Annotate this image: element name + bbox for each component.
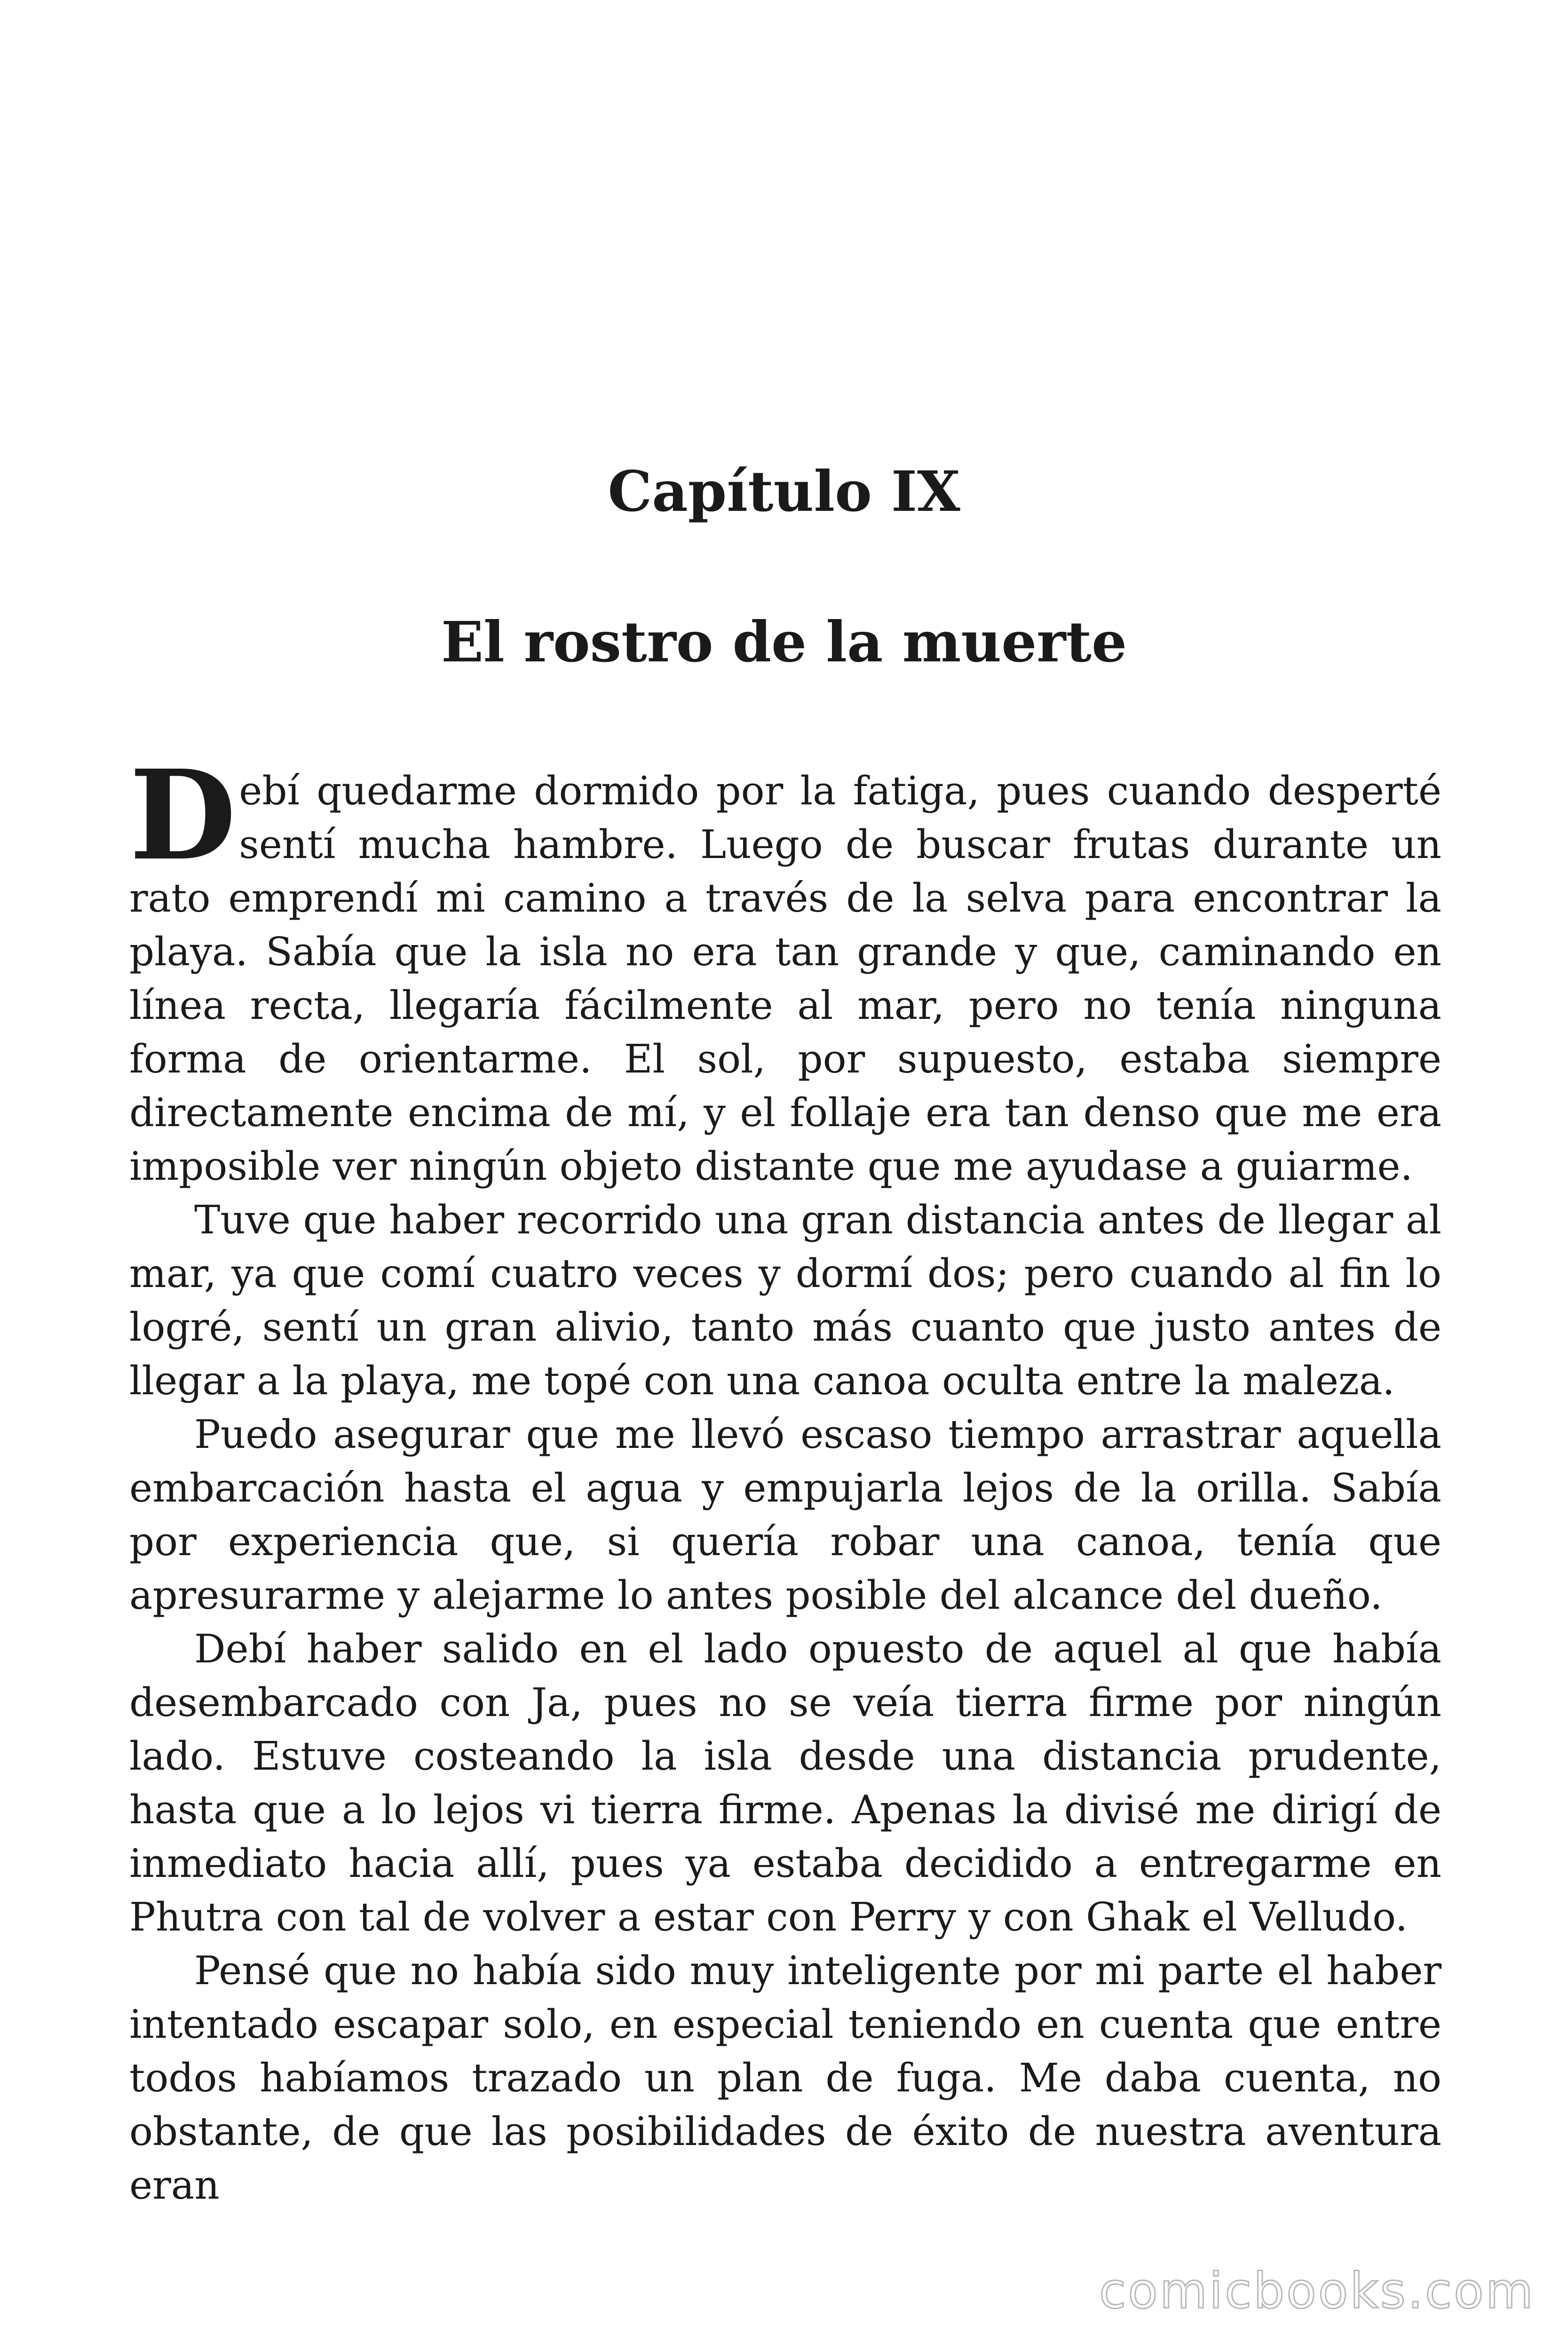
body-text <box>129 743 1441 2212</box>
paragraph-5: Pensé que no había sido muy inteligente por mi parte el haber intentado escapar solo, en especial teniendo en cuenta que entre todos habíamos trazado un plan de fuga. Me daba cuenta, no obstante, de que las posibilidades de éxito de nuestra aventura eran <box>129 1948 1441 2208</box>
chapter-title: El rostro de la muerte <box>441 609 1127 675</box>
paragraph-1-text: ebí quedarme dormido por la fatiga, pues cuando desperté sentí mucha hambre. Luego de buscar frutas durante un rato emprendí mi camino a través de la selva para encontrar la playa. Sabía que la isla no era tan grande y que, caminando en línea recta, llegaría fácilmente al mar, pero no tenía ninguna forma de orientarme. El sol, por supuesto, estaba siempre directamente encima de mí, y el follaje era tan denso que me era imposible ver ningún objeto distante que me ayudase a guiarme. <box>129 768 1441 1189</box>
paragraph-4: Debí haber salido en el lado opuesto de aquel al que había desembarcado con Ja, pues no se veía tierra firme por ningún lado. Estuve costeando la isla desde una distancia prudente, hasta que a lo lejos vi tierra firme. Apenas la divisé me dirigí de inmediato hacia allí, pues ya estaba decidido a entregarme en Phutra con tal de volver a estar con Perry y con Ghak el Velludo. <box>129 1626 1441 1940</box>
watermark: comicbooks.com <box>1099 2262 1535 2320</box>
chapter-number: Capítulo IX <box>608 459 960 524</box>
paragraph-1 <box>129 743 1441 1193</box>
paragraph-2: Tuve que haber recorrido una gran distancia antes de llegar al mar, ya que comí cuatro veces y dormí dos; pero cuando al fin lo logré, sentí un gran alivio, tanto más cuanto que justo antes de llegar a la playa, me topé con una canoa oculta entre la maleza. <box>129 1197 1441 1404</box>
drop-cap: D <box>129 743 237 888</box>
paragraph-3: Puedo asegurar que me llevó escaso tiempo arrastrar aquella embarcación hasta el agua y empujarla lejos de la orilla. Sabía por experiencia que, si quería robar una canoa, tenía que apresurarme y alejarme lo antes posible del alcance del dueño. <box>129 1412 1441 1618</box>
